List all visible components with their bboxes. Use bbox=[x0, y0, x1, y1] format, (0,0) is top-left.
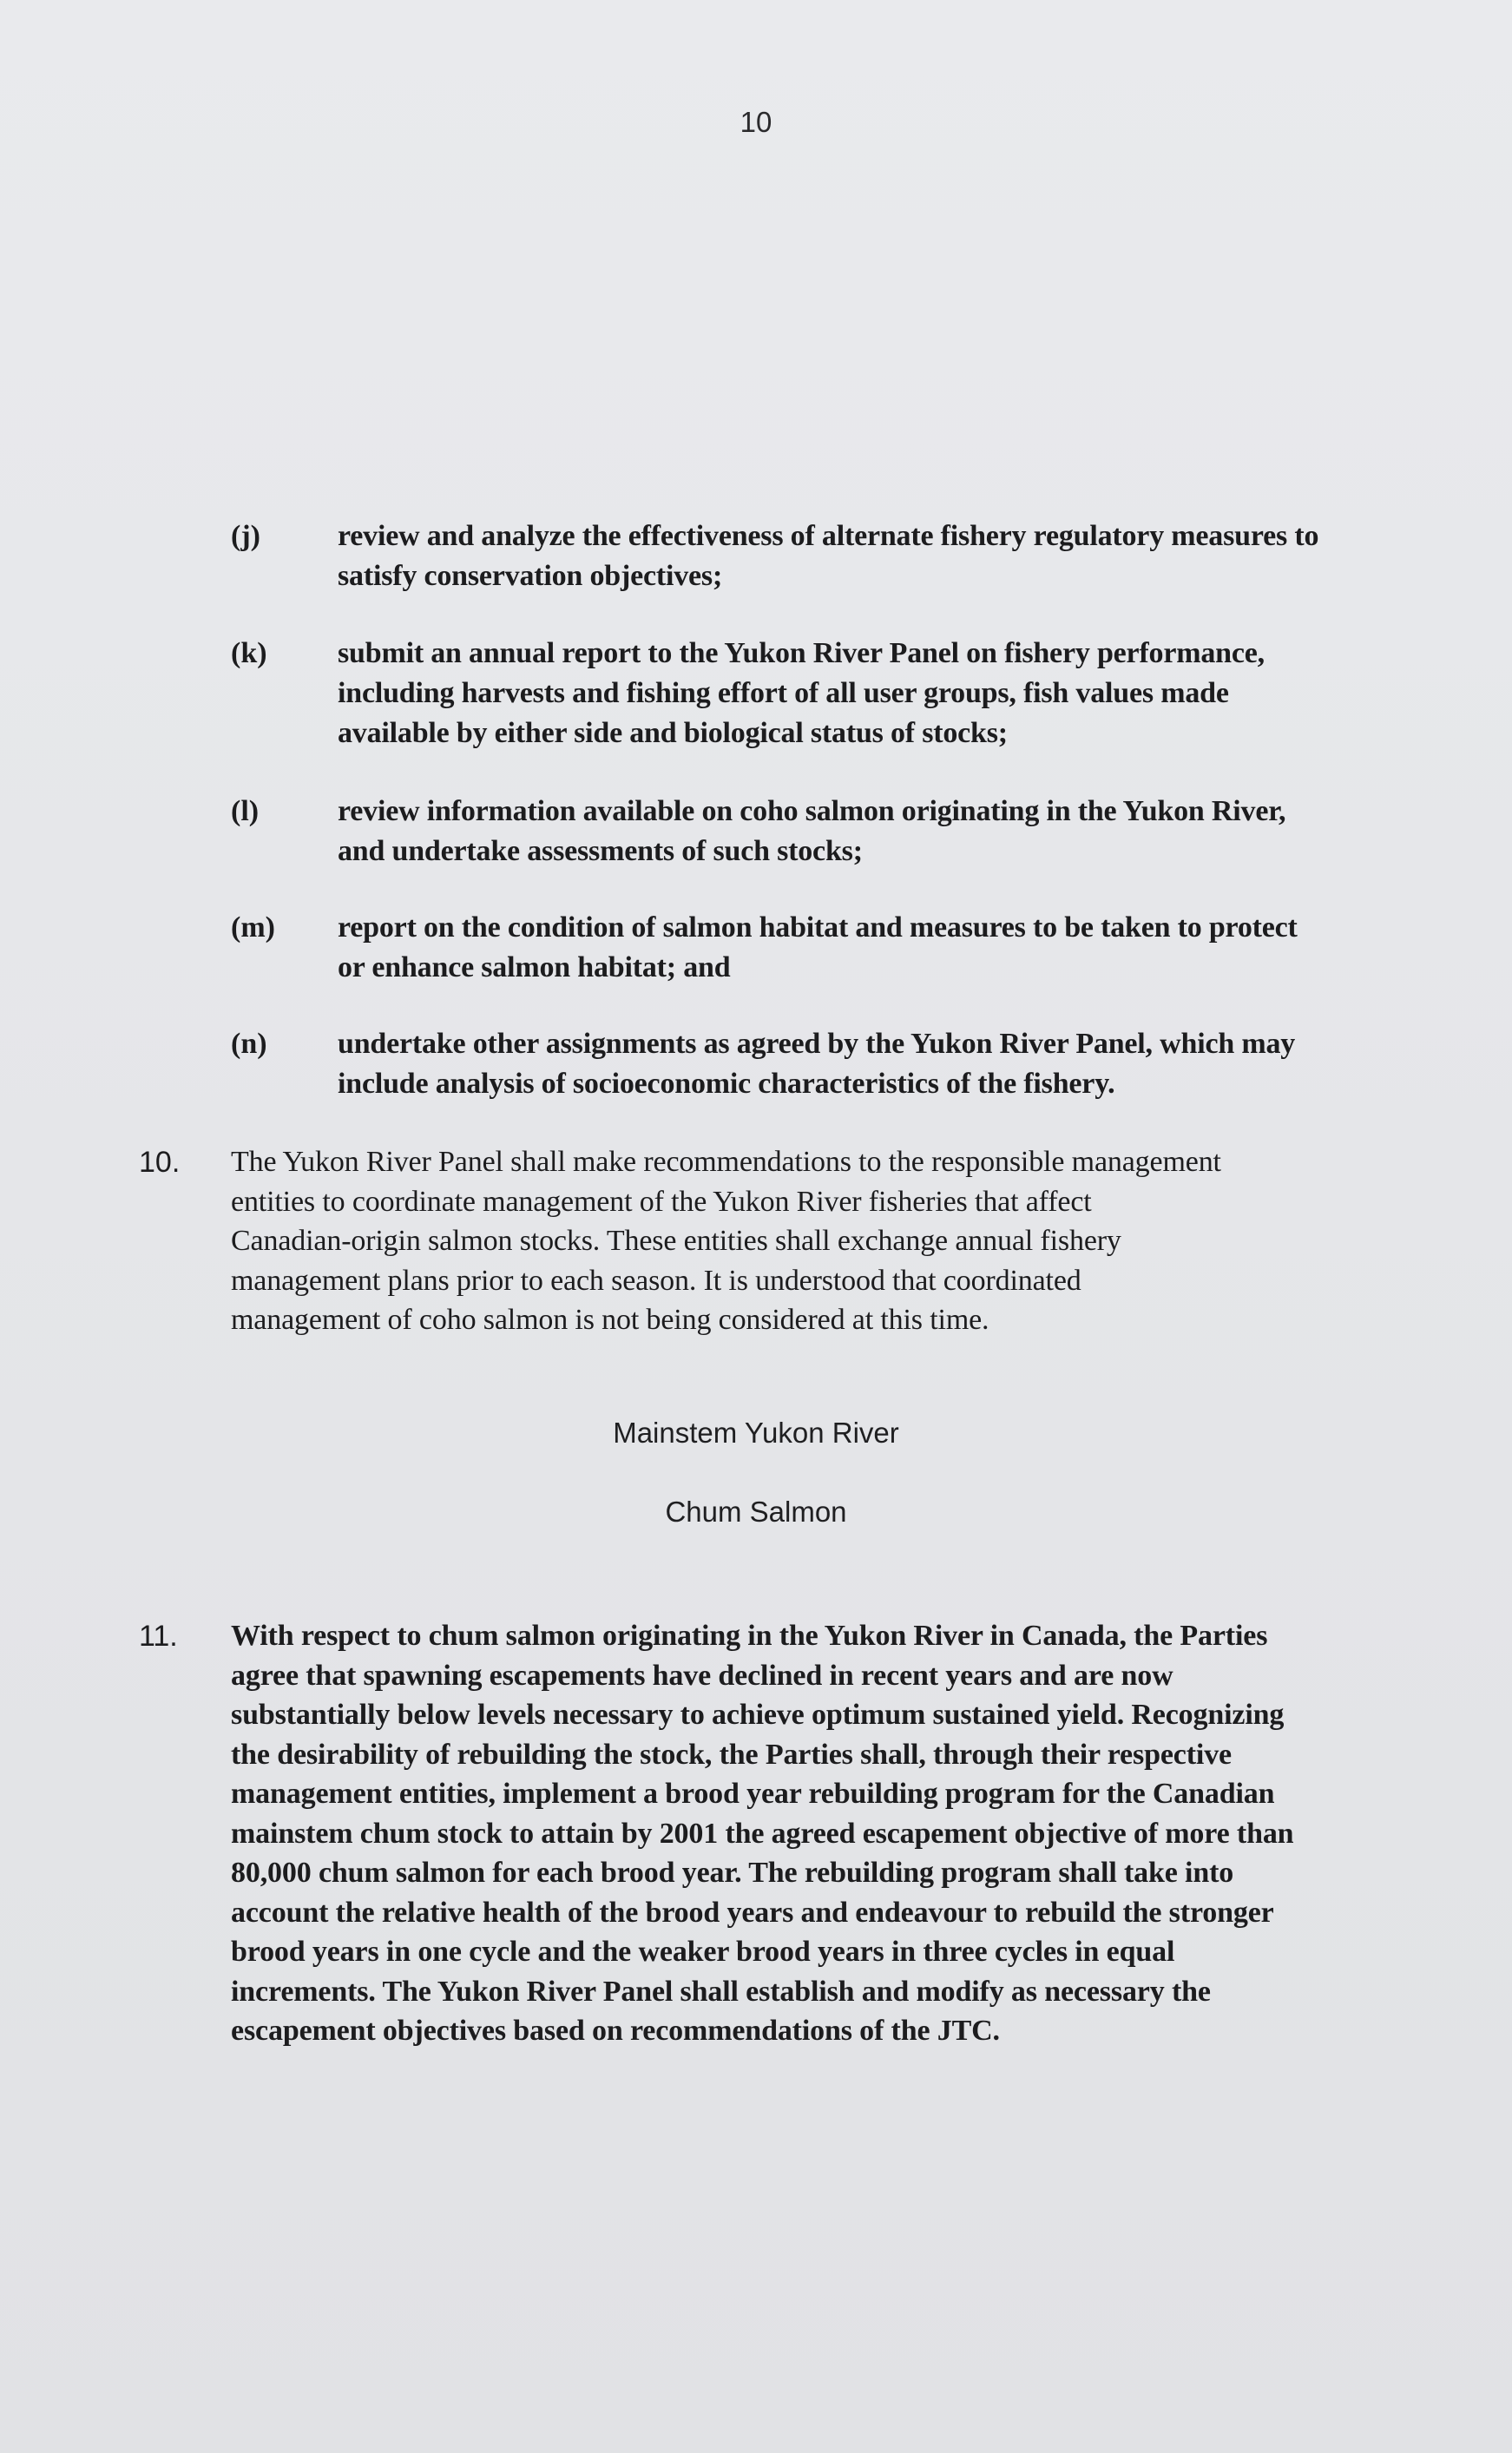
text-line: or enhance salmon habitat; and bbox=[338, 951, 731, 983]
text-line: Canadian-origin salmon stocks. These entities shall exchange annual fishery bbox=[231, 1225, 1121, 1257]
paragraph-number: 10. bbox=[139, 1146, 181, 1179]
paragraph-number: 11. bbox=[139, 1620, 178, 1653]
text-line: available by either side and biological status of stocks; bbox=[338, 717, 1008, 749]
text-line: substantially below levels necessary to achieve optimum sustained yield. Recognizing bbox=[231, 1699, 1285, 1731]
sub-item-label: (k) bbox=[231, 637, 267, 669]
text-line: escapement objectives based on recommendations of the JTC. bbox=[231, 2015, 1000, 2047]
paragraph-text bbox=[231, 1616, 1429, 2051]
sub-item-text bbox=[338, 634, 1423, 753]
text-line: management plans prior to each season. It is understood that coordinated bbox=[231, 1264, 1081, 1297]
text-line: increments. The Yukon River Panel shall establish and modify as necessary the bbox=[231, 1975, 1211, 2008]
section-heading: Mainstem Yukon River bbox=[613, 1417, 899, 1449]
text-line: entities to coordinate management of the Yukon River fisheries that affect bbox=[231, 1185, 1092, 1218]
text-line: With respect to chum salmon originating in the Yukon River in Canada, the Parties bbox=[231, 1620, 1268, 1652]
sub-item-text bbox=[338, 1024, 1423, 1104]
sub-item-text bbox=[338, 792, 1423, 871]
text-line: include analysis of socioeconomic characteristics of the fishery. bbox=[338, 1068, 1115, 1100]
text-line: brood years in one cycle and the weaker brood years in three cycles in equal bbox=[231, 1936, 1175, 1968]
text-line: review and analyze the effectiveness of alternate fishery regulatory measures to bbox=[338, 520, 1319, 552]
text-line: satisfy conservation objectives; bbox=[338, 560, 723, 592]
text-line: mainstem chum stock to attain by 2001 the agreed escapement objective of more than bbox=[231, 1817, 1294, 1850]
text-line: review information available on coho salmon originating in the Yukon River, bbox=[338, 795, 1286, 827]
subsection-heading: Chum Salmon bbox=[665, 1496, 847, 1528]
page-number: 10 bbox=[740, 106, 772, 138]
text-line: agree that spawning escapements have declined in recent years and are now bbox=[231, 1659, 1173, 1692]
sub-item-label: (m) bbox=[231, 911, 275, 944]
text-line: and undertake assessments of such stocks; bbox=[338, 835, 863, 867]
text-line: the desirability of rebuilding the stock, the Parties shall, through their respective bbox=[231, 1738, 1232, 1771]
text-line: account the relative health of the brood years and endeavour to rebuild the stronger bbox=[231, 1896, 1274, 1929]
sub-item-text bbox=[338, 516, 1423, 596]
text-line: submit an annual report to the Yukon River Panel on fishery performance, bbox=[338, 637, 1265, 669]
text-line: management entities, implement a brood year rebuilding program for the Canadian bbox=[231, 1778, 1275, 1810]
sub-item-label: (n) bbox=[231, 1028, 267, 1060]
paragraph-text bbox=[231, 1142, 1429, 1340]
sub-item-label: (l) bbox=[231, 795, 260, 827]
text-line: including harvests and fishing effort of all user groups, fish values made bbox=[338, 677, 1229, 709]
text-line: The Yukon River Panel shall make recommendations to the responsible management bbox=[231, 1146, 1221, 1178]
sub-item-label: (j) bbox=[231, 520, 260, 552]
text-line: undertake other assignments as agreed by the Yukon River Panel, which may bbox=[338, 1028, 1296, 1060]
text-line: report on the condition of salmon habitat and measures to be taken to protect bbox=[338, 911, 1298, 944]
text-line: management of coho salmon is not being considered at this time. bbox=[231, 1304, 989, 1336]
text-line: 80,000 chum salmon for each brood year. The rebuilding program shall take into bbox=[231, 1857, 1234, 1889]
sub-item-text bbox=[338, 908, 1423, 988]
